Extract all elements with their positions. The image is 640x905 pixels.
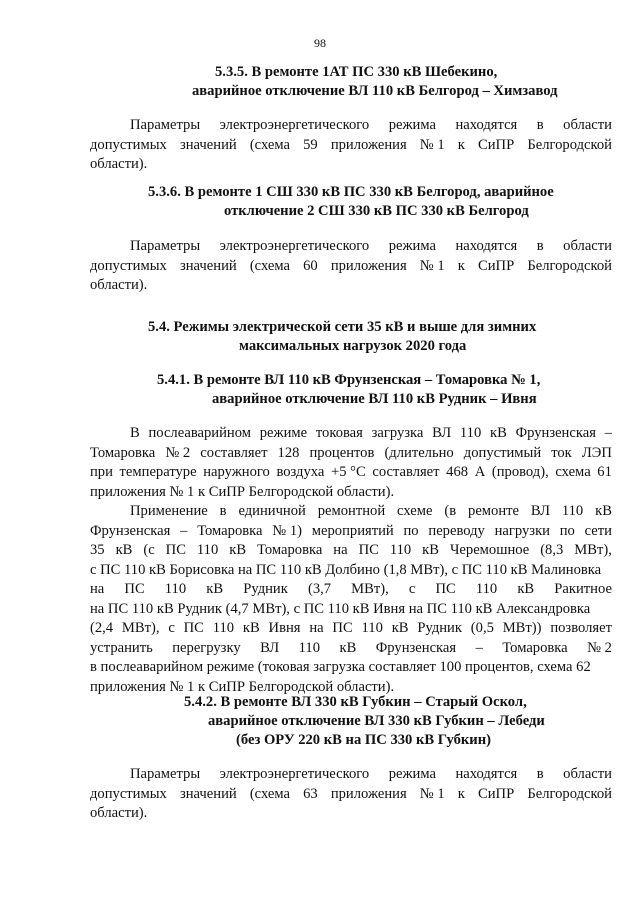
- word: (с: [143, 542, 155, 558]
- word: находятся: [455, 238, 518, 254]
- word: токовая: [315, 425, 363, 441]
- page-number: 98: [314, 36, 326, 50]
- word: с ПС 110 кВ Борисовка на ПС 110 кВ Долбино (1,8 МВт), с ПС 110 кВ Малиновка: [90, 561, 602, 578]
- word: наружного: [203, 464, 270, 480]
- paragraph-5-4-1-p1-line1: [130, 424, 612, 444]
- word: 61: [597, 464, 612, 480]
- word: в: [219, 503, 227, 519]
- word: 35: [90, 542, 105, 558]
- word: кВ: [242, 620, 260, 636]
- word: области: [563, 766, 612, 782]
- heading-5-3-6-line1: 5.3.6. В ремонте 1 СШ 330 кВ ПС 330 кВ Белгород, аварийное: [148, 184, 554, 200]
- word: режиме: [259, 425, 308, 441]
- word: кВ: [595, 503, 612, 519]
- word: кВ: [229, 542, 247, 558]
- word: Ивня: [268, 620, 301, 636]
- word: (в: [444, 503, 457, 519]
- word: 128: [277, 444, 300, 461]
- word: находятся: [455, 117, 518, 133]
- word: (2,4: [90, 620, 114, 636]
- word: области: [563, 117, 612, 133]
- heading-5-4-line2: максимальных нагрузок 2020 года: [239, 338, 467, 354]
- word: перегрузку: [172, 639, 241, 656]
- word: на: [90, 581, 105, 597]
- word: электроэнергетического: [219, 238, 370, 254]
- word: Рудник: [417, 620, 462, 636]
- paragraph-5-4-1-p2-line8: [90, 639, 612, 659]
- word: воздуха: [276, 464, 325, 480]
- word: № 2: [587, 639, 612, 656]
- paragraph-5-4-1-p2-line7: [90, 619, 612, 639]
- word: Рудник: [243, 581, 288, 597]
- word: составляет: [200, 444, 268, 461]
- paragraph-5-3-6-line1: [130, 237, 612, 257]
- heading-5-3-6-line2: отключение 2 СШ 330 кВ ПС 330 кВ Белгород: [224, 203, 529, 219]
- word: Белгородской: [527, 785, 612, 802]
- word: (8,3: [540, 542, 564, 558]
- word: кВ: [206, 581, 224, 597]
- heading-5-4-1-line2: аварийное отключение ВЛ 110 кВ Рудник – Ивня: [212, 391, 537, 407]
- word: процентов: [309, 444, 375, 461]
- word: (схема: [249, 136, 290, 153]
- word: ремонте: [468, 503, 519, 519]
- word: 63: [303, 785, 318, 802]
- word: (длительно: [384, 444, 454, 461]
- heading-5-4-2-line2: аварийное отключение ВЛ 330 кВ Губкин – Лебеди: [208, 713, 545, 729]
- paragraph-5-4-2-line2: [90, 785, 612, 805]
- word: 110: [361, 620, 383, 636]
- word: Томаровка: [502, 639, 568, 656]
- word: приложения: [330, 785, 407, 802]
- word: режима: [388, 238, 436, 254]
- word: 110: [459, 425, 482, 441]
- word: кВ: [422, 542, 439, 558]
- word: кВ: [115, 542, 133, 558]
- word: 110: [196, 542, 219, 558]
- word: –: [604, 425, 612, 441]
- word: кВ: [490, 425, 507, 441]
- word: Белгородской: [527, 136, 612, 153]
- word: режима: [388, 117, 436, 133]
- word: в: [536, 238, 544, 254]
- word: загрузка: [371, 425, 424, 441]
- word: электроэнергетического: [219, 766, 370, 782]
- word: –: [180, 522, 188, 539]
- word: СиПР: [478, 785, 515, 802]
- word: ПС: [165, 542, 186, 558]
- word: к: [457, 257, 465, 274]
- word: допустимых: [90, 257, 167, 274]
- word: +5 °С: [330, 464, 366, 480]
- word: значений: [179, 785, 237, 802]
- word: переводу: [428, 522, 485, 539]
- word: с: [408, 581, 416, 597]
- paragraph-5-4-2-line3: области).: [90, 805, 148, 821]
- word: –: [475, 639, 483, 656]
- paragraph-5-4-1-p2-line10: приложения № 1 к СиПР Белгородской области).: [90, 678, 395, 695]
- word: СиПР: [478, 136, 515, 153]
- word: 110: [212, 620, 235, 636]
- word: Параметры: [130, 238, 201, 254]
- word: схеме: [397, 503, 433, 519]
- heading-5-3-5-line1: 5.3.5. В ремонте 1АТ ПС 330 кВ Шебекино,: [215, 64, 498, 80]
- word: СиПР: [478, 257, 515, 274]
- word: Черемошное: [449, 542, 530, 558]
- word: 110: [475, 581, 498, 597]
- paragraph-5-3-5-line1: [130, 116, 612, 136]
- word: сети: [584, 522, 612, 539]
- word: ВЛ: [432, 425, 452, 441]
- word: № 1: [419, 257, 445, 274]
- word: 60: [303, 257, 318, 274]
- word: в: [536, 766, 544, 782]
- word: (схема: [249, 257, 290, 274]
- word: по: [559, 522, 575, 539]
- word: Параметры: [130, 117, 201, 133]
- word: 110: [561, 503, 584, 519]
- word: кВ: [339, 639, 357, 656]
- word: кВ: [391, 620, 409, 636]
- heading-5-4-1-line1: 5.4.1. В ремонте ВЛ 110 кВ Фрунзенская – Томаровка № 1,: [157, 372, 541, 388]
- word: ЛЭП: [581, 444, 612, 461]
- word: на ПС 110 кВ Рудник (4,7 МВт), с ПС 110 кВ Ивня на ПС 110 кВ Александровка: [90, 600, 591, 617]
- word: единичной: [238, 503, 306, 519]
- word: электроэнергетического: [219, 117, 370, 133]
- paragraph-5-4-1-p2-line2: [90, 522, 612, 542]
- word: Применение: [130, 503, 208, 519]
- word: ток: [551, 444, 572, 461]
- word: МВт),: [121, 620, 160, 636]
- word: к: [457, 136, 465, 153]
- paragraph-5-4-1-p2-line6: [90, 600, 612, 620]
- word: ПС: [435, 581, 456, 597]
- word: ПС: [332, 620, 353, 636]
- word: приложения: [330, 136, 407, 153]
- heading-5-4-2-line3: (без ОРУ 220 кВ на ПС 330 кВ Губкин): [236, 732, 491, 748]
- word: допустимых: [90, 136, 167, 153]
- paragraph-5-3-6-line3: области).: [90, 277, 148, 293]
- paragraph-5-4-1-p2-line9: в послеаварийном режиме (токовая загрузка составляет 100 процентов, схема 62: [90, 659, 591, 675]
- word: Параметры: [130, 766, 201, 782]
- word: 59: [303, 136, 318, 153]
- word: нагрузки: [494, 522, 550, 539]
- word: № 1: [419, 136, 445, 153]
- word: в: [536, 117, 544, 133]
- word: схема: [555, 464, 591, 480]
- word: области: [563, 238, 612, 254]
- word: к: [457, 785, 465, 802]
- word: 110: [164, 581, 187, 597]
- word: кВ: [517, 581, 535, 597]
- paragraph-5-4-1-p2-line3: [90, 541, 612, 561]
- word: 110: [389, 542, 412, 558]
- word: значений: [179, 136, 237, 153]
- paragraph-5-4-1-p1-line4: приложения № 1 к СиПР Белгородской области).: [90, 483, 395, 500]
- word: МВт)): [502, 620, 542, 636]
- word: Томаровка: [197, 522, 263, 539]
- word: 110: [298, 639, 321, 656]
- paragraph-5-4-1-p2-line5: [90, 580, 612, 600]
- word: А: [474, 464, 486, 480]
- word: № 2: [165, 444, 191, 461]
- paragraph-5-3-5-line3: области).: [90, 156, 148, 172]
- paragraph-5-4-1-p2-line4: [90, 561, 612, 581]
- word: допустимый: [463, 444, 542, 461]
- word: на: [309, 620, 324, 636]
- word: ВЛ: [530, 503, 550, 519]
- word: (0,5: [470, 620, 494, 636]
- word: допустимых: [90, 785, 167, 802]
- paragraph-5-4-2-line1: [130, 765, 612, 785]
- word: мероприятий: [311, 522, 394, 539]
- word: позволяет: [550, 620, 612, 636]
- word: с: [168, 620, 175, 636]
- heading-5-4-2-line1: 5.4.2. В ремонте ВЛ 330 кВ Губкин – Старый Оскол,: [184, 694, 527, 710]
- word: (провод),: [491, 464, 549, 480]
- paragraph-5-3-6-line2: [90, 257, 612, 277]
- word: режима: [388, 766, 436, 782]
- word: МВт),: [351, 581, 389, 597]
- word: ПС: [183, 620, 204, 636]
- word: Фрунзенская: [375, 639, 457, 656]
- word: № 1): [272, 522, 302, 539]
- word: В: [130, 425, 140, 441]
- paragraph-5-3-5-line2: [90, 136, 612, 156]
- word: Ракитное: [554, 581, 612, 597]
- word: (схема: [249, 785, 290, 802]
- word: МВт),: [574, 542, 612, 558]
- word: ВЛ: [260, 639, 280, 656]
- paragraph-5-4-1-p1-line3: [90, 463, 612, 483]
- word: 468: [446, 464, 469, 480]
- word: послеаварийном: [148, 425, 251, 441]
- word: на: [333, 542, 348, 558]
- word: при: [90, 464, 113, 480]
- word: устранить: [90, 639, 153, 656]
- word: ПС: [358, 542, 379, 558]
- paragraph-5-4-1-p2-line1: [130, 502, 612, 522]
- word: ПС: [124, 581, 145, 597]
- heading-5-3-5-line2: аварийное отключение ВЛ 110 кВ Белгород – Химзавод: [192, 83, 558, 99]
- word: Белгородской: [527, 257, 612, 274]
- paragraph-5-4-1-p1-line2: [90, 444, 612, 464]
- word: составляет: [372, 464, 440, 480]
- word: (3,7: [307, 581, 332, 597]
- word: Томаровка: [257, 542, 323, 558]
- word: по: [403, 522, 419, 539]
- word: температуре: [119, 464, 197, 480]
- word: Фрунзенская: [515, 425, 596, 441]
- word: ремонтной: [317, 503, 386, 519]
- word: находятся: [455, 766, 518, 782]
- word: приложения: [330, 257, 407, 274]
- word: Томаровка: [90, 444, 156, 461]
- word: Фрунзенская: [90, 522, 171, 539]
- word: значений: [179, 257, 237, 274]
- word: № 1: [419, 785, 445, 802]
- heading-5-4-line1: 5.4. Режимы электрической сети 35 кВ и выше для зимних: [148, 319, 537, 335]
